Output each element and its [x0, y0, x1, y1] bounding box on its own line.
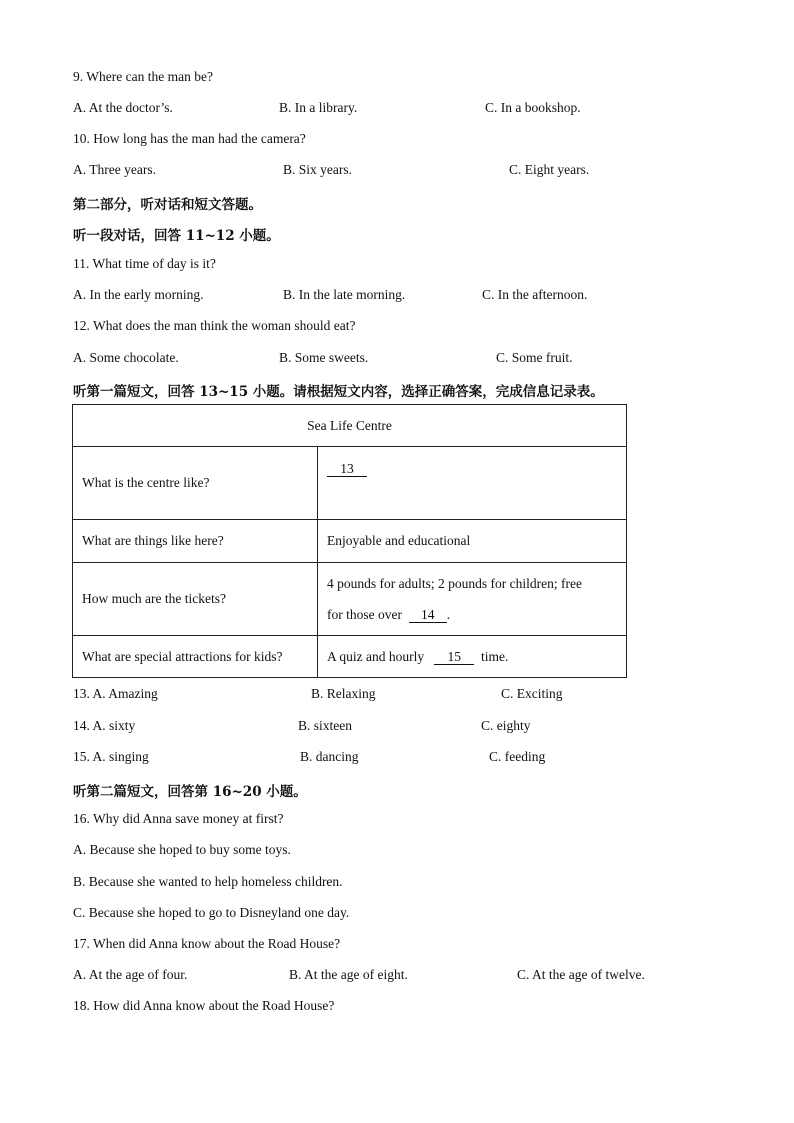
table-row3-answer	[318, 563, 627, 636]
q12-option-a[interactable]: A. Some chocolate.	[73, 350, 179, 365]
table-row2-question: What are things like here?	[73, 520, 318, 563]
table-row1-answer	[318, 447, 627, 520]
q13-option-a[interactable]: 13. A. Amazing	[73, 686, 158, 701]
q9-stem: 9. Where can the man be?	[73, 69, 213, 84]
row4-text-post: time.	[481, 648, 509, 664]
q10-option-c[interactable]: C. Eight years.	[509, 162, 590, 177]
row3-line2-period: .	[446, 607, 451, 622]
table-row3-question: How much are the tickets?	[73, 563, 318, 636]
q15-option-a[interactable]: 15. A. singing	[73, 749, 149, 764]
q17-option-b[interactable]: B. At the age of eight.	[289, 967, 408, 982]
q10-option-b[interactable]: B. Six years.	[283, 162, 352, 177]
q17-option-a[interactable]: A. At the age of four.	[73, 967, 188, 982]
passage2-heading: 听第二篇短文，回答第 16~20 小题。	[73, 784, 307, 800]
q14-option-c[interactable]: C. eighty	[481, 718, 531, 733]
q12-option-c[interactable]: C. Some fruit.	[496, 350, 573, 365]
dialog-heading: 听一段对话，回答 11~12 小题。	[73, 228, 280, 244]
q12-option-b[interactable]: B. Some sweets.	[279, 350, 369, 365]
q16-option-b[interactable]: B. Because she wanted to help homeless children.	[73, 874, 343, 889]
table-row3-line2	[327, 599, 617, 630]
info-record-table	[72, 404, 627, 678]
q16-stem: 16. Why did Anna save money at first?	[73, 811, 284, 826]
q17-stem: 17. When did Anna know about the Road House?	[73, 936, 341, 951]
row4-text: A quiz and hourly	[327, 648, 425, 664]
q13-option-b[interactable]: B. Relaxing	[311, 686, 376, 701]
part2-heading: 第二部分，听对话和短文答题。	[73, 197, 262, 213]
q11-option-b[interactable]: B. In the late morning.	[283, 287, 406, 302]
q16-option-a[interactable]: A. Because she hoped to buy some toys.	[73, 842, 291, 857]
table-row3-line1: 4 pounds for adults; 2 pounds for children; free	[327, 576, 582, 591]
q13-option-c[interactable]: C. Exciting	[501, 686, 563, 701]
blank-14[interactable]: 14	[409, 608, 447, 623]
row3-line2-text: for those over	[327, 607, 402, 622]
q18-stem: 18. How did Anna know about the Road House?	[73, 998, 335, 1013]
q9-option-a[interactable]: A. At the doctor’s.	[73, 100, 173, 115]
table-row4-question: What are special attractions for kids?	[73, 636, 318, 678]
blank-15[interactable]: 15	[434, 650, 474, 665]
q11-option-c[interactable]: C. In the afternoon.	[482, 287, 588, 302]
blank-13[interactable]: 13	[327, 462, 367, 477]
table-title: Sea Life Centre	[73, 405, 627, 447]
q10-stem: 10. How long has the man had the camera?	[73, 131, 306, 146]
q14-option-b[interactable]: B. sixteen	[298, 718, 352, 733]
q16-option-c[interactable]: C. Because she hoped to go to Disneyland one day.	[73, 905, 350, 920]
table-row1-question: What is the centre like?	[73, 447, 318, 520]
table-row2-answer: Enjoyable and educational	[318, 520, 627, 563]
q9-option-b[interactable]: B. In a library.	[279, 100, 358, 115]
q17-option-c[interactable]: C. At the age of twelve.	[517, 967, 645, 982]
q11-stem: 11. What time of day is it?	[73, 256, 216, 271]
q15-option-c[interactable]: C. feeding	[489, 749, 546, 764]
q10-option-a[interactable]: A. Three years.	[73, 162, 156, 177]
q12-stem: 12. What does the man think the woman should eat?	[73, 318, 356, 333]
q14-option-a[interactable]: 14. A. sixty	[73, 718, 136, 733]
q15-option-b[interactable]: B. dancing	[300, 749, 359, 764]
q9-option-c[interactable]: C. In a bookshop.	[485, 100, 581, 115]
table-row4-answer	[318, 636, 627, 678]
q11-option-a[interactable]: A. In the early morning.	[73, 287, 204, 302]
passage1-heading: 听第一篇短文，回答 13~15 小题。请根据短文内容，选择正确答案，完成信息记录表。	[73, 384, 604, 400]
